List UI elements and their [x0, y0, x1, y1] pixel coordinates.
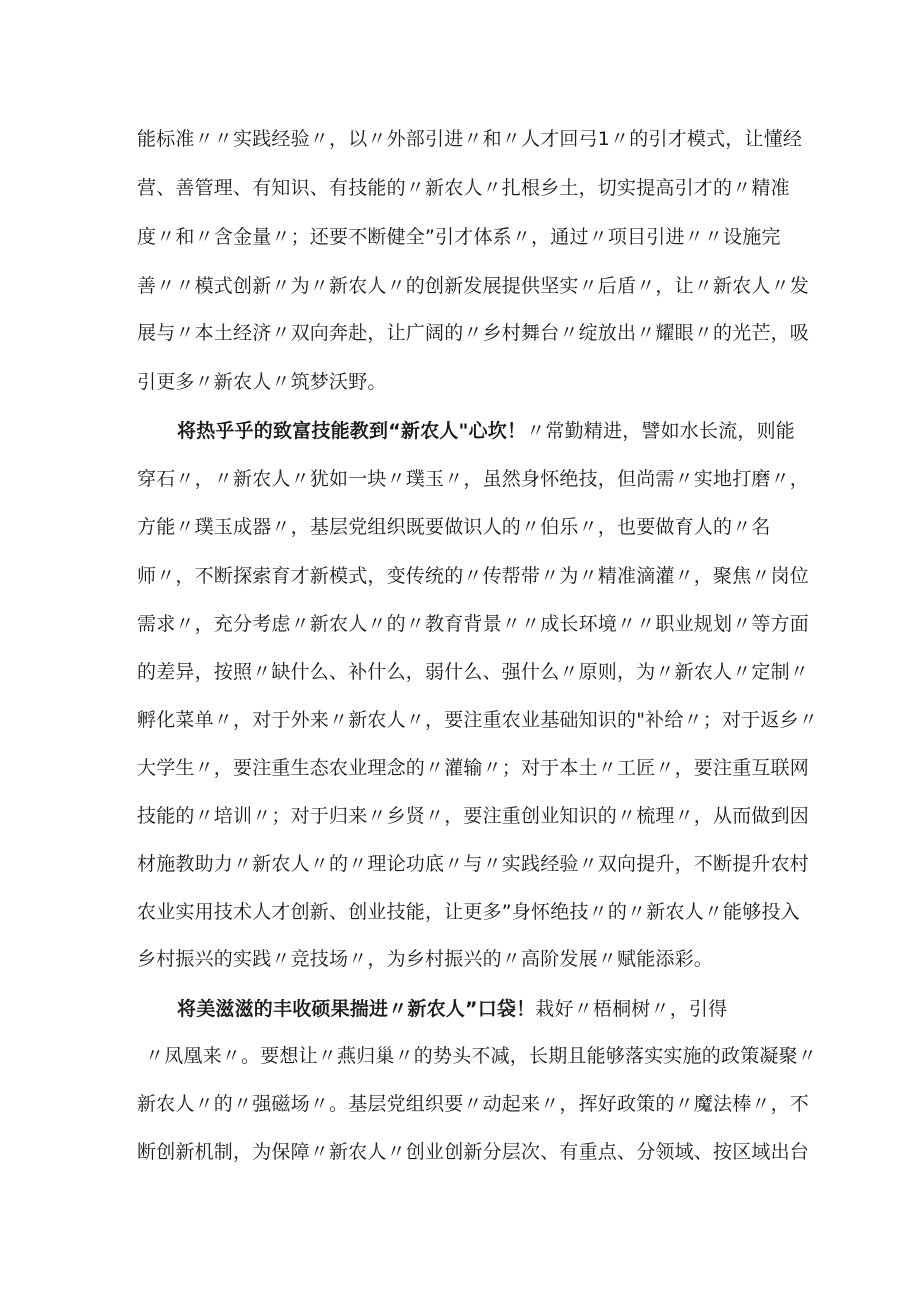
text-line: 方能〃璞玉成器〃，基层党组织既要做识人的〃伯乐〃，也要做育人的〃名	[137, 516, 771, 538]
text-line: 营、善管理、有知识、有技能的〃新农人〃扎根乡土，切实提高引才的〃精准	[137, 177, 790, 199]
text-line	[177, 997, 727, 1021]
text-line: 技能的〃培训〃；对于归来〃乡贤〃，要注重创业知识的〃梳理〃，从而做到因	[137, 805, 810, 827]
text-line	[177, 419, 795, 443]
text-line: 大学生〃，要注重生态农业理念的〃灌输〃；对于本土〃工匠〃，要注重互联网	[137, 757, 810, 779]
text-line: 断创新机制，为保障〃新农人〃创业创新分层次、有重点、分领域、按区域出台	[137, 1141, 810, 1163]
paragraph-heading: 将热乎乎的致富技能教到“新农人"心坎！	[177, 420, 527, 442]
text-line: 引更多〃新农人〃筑梦沃野。	[137, 371, 387, 393]
text-line: 材施教助力〃新农人〃的〃理论功底〃与〃实践经验〃双向提升，不断提升农村	[137, 853, 810, 875]
text-line: 穿石〃，〃新农人〃犹如一块〃璞玉〃，虽然身怀绝技，但尚需〃实地打磨〃，	[137, 468, 810, 490]
text-line: 师〃，不断探索育才新模式，变传统的〃传帮带〃为〃精准滴灌〃，聚焦〃岗位	[137, 565, 810, 587]
text-line: 农业实用技术人才创新、创业技能，让更多”身怀绝技〃的〃新农人〃能够投入	[137, 901, 800, 923]
text-line: 〃凤凰来〃。要想让〃燕归巢〃的势头不减，长期且能够落实实施的政策凝聚〃	[145, 1045, 818, 1067]
text-line: 需求〃，充分考虑〃新农人〃的〃教育背景〃〃成长环境〃〃职业规划〃等方面	[137, 613, 810, 635]
paragraph-heading: 将美滋滋的丰收硕果揣进〃新农人”口袋！	[177, 998, 536, 1020]
text-line: 展与〃本土经济〃双向奔赴，让广阔的〃乡村舞台〃绽放出〃耀眼〃的光芒，吸	[137, 322, 810, 344]
paragraph-text: 〃常勤精进，譬如水长流，则能	[526, 420, 795, 442]
text-line: 善〃〃模式创新〃为〃新农人〃的创新发展提供坚实〃后盾〃，让〃新农人〃发	[137, 275, 810, 297]
paragraph-text: 栽好〃梧桐树〃，引得	[535, 998, 728, 1020]
text-line: 乡村振兴的实践〃竞技场〃，为乡村振兴的〃高阶发展〃赋能添彩。	[137, 948, 714, 970]
text-line: 的差异，按照〃缺什么、补什么，弱什么、强什么〃原则，为〃新农人〃定制〃	[137, 661, 810, 683]
text-line: 新农人〃的〃强磁场〃。基层党组织要〃动起来〃，挥好政策的〃魔法棒〃，不	[137, 1093, 810, 1115]
text-line: 度〃和〃含金量〃；还要不断健全”引才体系〃，通过〃项目引进〃〃设施完	[137, 226, 781, 248]
text-line: 能标准〃〃实践经验〃，以〃外部引进〃和〃人才回弓1〃的引才模式，让懂经	[137, 128, 803, 150]
text-line: 孵化菜单〃，对于外来〃新农人〃，要注重农业基础知识的"补给〃；对于返乡〃	[137, 709, 818, 731]
